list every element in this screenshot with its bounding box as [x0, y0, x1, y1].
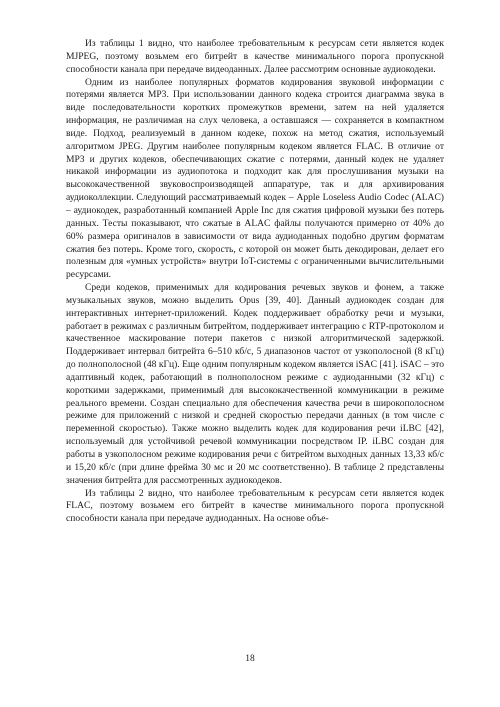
- body-text: [66, 38, 444, 526]
- paragraph-speech-codecs: Среди кодеков, применимых для кодирования речевых звуков и фонем, а также музыкальных звуков, можно выделить Opus [39, 40]. Данный аудиокодек создан для интерактивных интернет-приложений. Кодек поддерживает обработку речи и музыки, работает в режимах с различным битрейтом, поддерживает интеграцию с RTP-протоколом и качественное маскирование потери пакетов с низкой алгоритмической задержкой. Поддерживает интервал битрейта 6–510 кб/с, 5 диапазонов частот от узкополосной (8 кГц) до полнополосной (48 кГц). Еще одним популярным кодеком является iSAC [41]. iSAC – это адаптивный кодек, работающий в полнополосном режиме с аудиоданными (32 кГц) с короткими задержками, применимый для высококачественной коммуникации в режиме реального времени. Создан специально для обеспечения качества речи в широкополосном режиме для приложений с низкой и средней скоростью передачи данных (в том числе с переменной скоростью). Также можно выделить кодек для кодирования речи iLBC [42], используемый для устойчивой речевой коммуникации посредством IP. iLBC создан для работы в узкополосном режиме кодирования речи с битрейтом выходных данных 13,33 кб/с и 15,20 кб/с (при длине фрейма 30 мс и 20 мс соответственно). В таблице 2 представлены значения битрейта для рассмотренных аудиокодеков.: [66, 282, 444, 486]
- page-number: 18: [245, 654, 255, 664]
- paragraph-table2-conclusion: Из таблицы 2 видно, что наиболее требовательным к ресурсам сети является кодек FLAC, поэтому возьмем его битрейт в качестве минимального порога пропускной способности канала при передаче аудиоданных. На основе объе-: [66, 487, 444, 525]
- paragraph-table1-conclusion: Из таблицы 1 видно, что наиболее требовательным к ресурсам сети является кодек MJPEG, поэтому возьмем его битрейт в качестве минимального порога пропускной способности канала при передаче видеоданных. Далее рассмотрим основные аудиокодеки.: [66, 38, 444, 75]
- paragraph-audio-codecs-lossy-lossless: Одним из наиболее популярных форматов кодирования звуковой информации с потерями является MP3. При использовании данного кодека строится диаграмма звука в виде последовательности коротких промежутков времени, затем на ней удаляется информация, не различимая на слух человека, а оставшаяся — сохраняется в компактном виде. Подход, реализуемый в данном кодеке, похож на метод сжатия, используемый алгоритмом JPEG. Другим наиболее популярным кодеком является FLAC. В отличие от MP3 и других кодеков, обеспечивающих сжатие с потерями, данный кодек не удаляет никакой информации из аудиопотока и подходит как для прослушивания музыки на высококачественной звуковоспроизводящей аппаратуре, так и для архивирования аудиоколлекции. Следующий рассматриваемый кодек – Apple Loseless Audio Codec (ALAC) – аудиокодек, разработанный компанией Apple Inc для сжатия цифровой музыки без потерь данных. Тесты показывают, что сжатые в ALAC файлы получаются примерно от 40% до 60% размера оригиналов в зависимости от вида аудиоданных подобно другим форматам сжатия без потерь. Кроме того, скорость, с которой он может быть декодирован, делает его полезным для «умных устройств» внутри IoT-системы с ограниченными вычислительными ресурсами.: [66, 76, 444, 281]
